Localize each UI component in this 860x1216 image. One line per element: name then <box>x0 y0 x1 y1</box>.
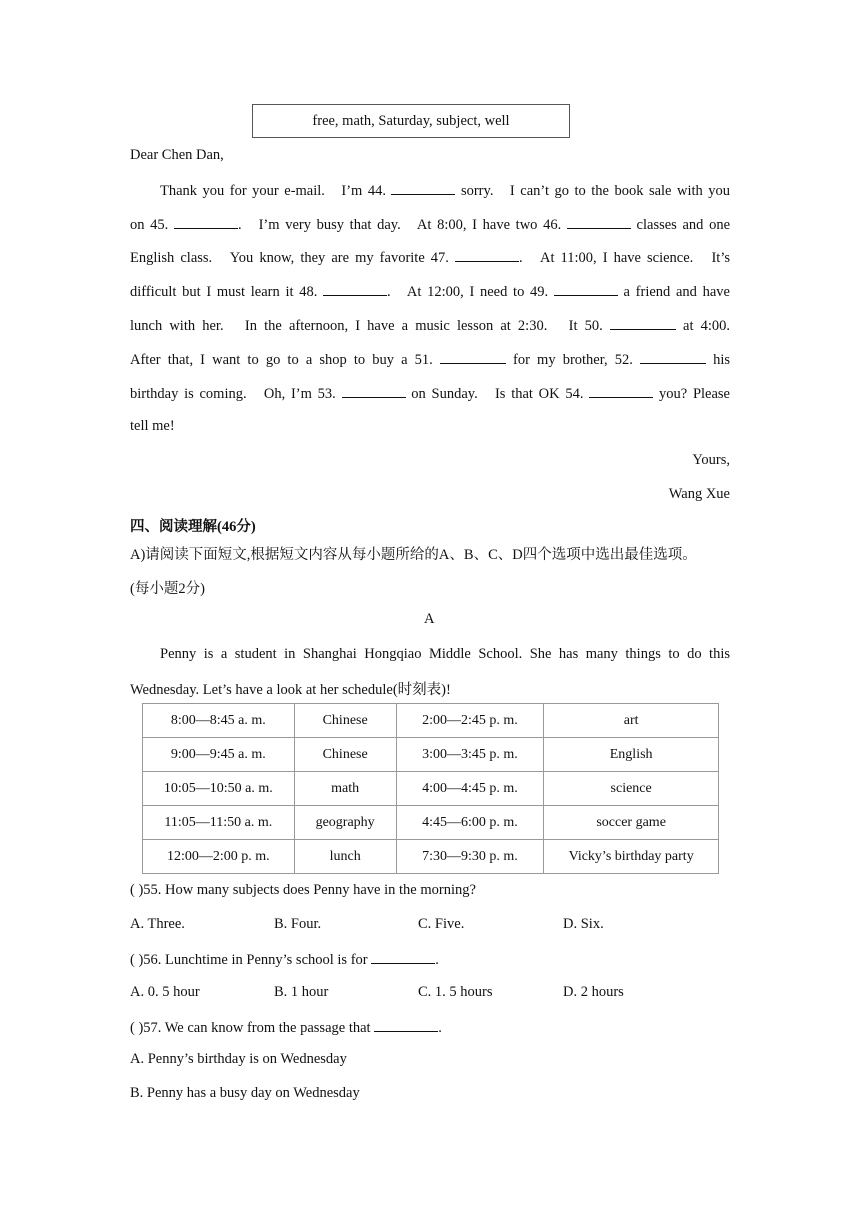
q56-option-b[interactable]: B. 1 hour <box>274 984 329 1000</box>
letter-signature: Wang Xue <box>668 486 730 502</box>
word-bank-box <box>252 104 570 138</box>
schedule-cell: 10:05—10:50 a. m. <box>143 772 295 806</box>
schedule-cell: math <box>294 772 396 806</box>
letter-closing: Yours, <box>692 452 730 468</box>
schedule-cell: science <box>544 772 719 806</box>
schedule-cell: 12:00—2:00 p. m. <box>143 840 295 874</box>
passage-intro-2: Wednesday. Let’s have a look at her schedule(时刻表)! <box>130 682 451 698</box>
q55-option-b[interactable]: B. Four. <box>274 916 322 932</box>
question-56-stem: ( )56. Lunchtime in Penny’s school is for <box>130 952 368 968</box>
section-title: 四、阅读理解(46分) <box>130 519 256 535</box>
schedule-cell: 4:45—6:00 p. m. <box>396 806 544 840</box>
schedule-row <box>143 840 719 874</box>
letter-line-4: difficult but I must learn it 48. . At 12:00, I need to 49. a friend and have <box>130 284 730 300</box>
letter-line-2: on 45. . I’m very busy that day. At 8:00, I have two 46. classes and one <box>130 217 731 233</box>
q57-option-a[interactable]: A. Penny’s birthday is on Wednesday <box>130 1051 347 1067</box>
letter-line-3: English class. You know, they are my favorite 47. . At 11:00, I have science. It’s <box>130 250 730 266</box>
blank-51[interactable] <box>440 350 506 364</box>
blank-57[interactable] <box>374 1018 438 1032</box>
blank-56[interactable] <box>371 950 435 964</box>
schedule-cell: 9:00—9:45 a. m. <box>143 738 295 772</box>
question-55-stem: ( )55. How many subjects does Penny have in the morning? <box>130 882 476 898</box>
schedule-cell: 2:00—2:45 p. m. <box>396 704 544 738</box>
schedule-cell: soccer game <box>544 806 719 840</box>
schedule-row <box>143 806 719 840</box>
q56-option-c[interactable]: C. 1. 5 hours <box>418 984 493 1000</box>
schedule-cell: Vicky’s birthday party <box>544 840 719 874</box>
blank-47[interactable] <box>455 248 519 262</box>
blank-46[interactable] <box>567 215 631 229</box>
question-56: ( )56. Lunchtime in Penny’s school is for . <box>130 952 439 968</box>
schedule-cell: 11:05—11:50 a. m. <box>143 806 295 840</box>
schedule-table <box>142 703 719 874</box>
question-57-stem: ( )57. We can know from the passage that <box>130 1020 371 1036</box>
q55-option-a[interactable]: A. Three. <box>130 916 185 932</box>
schedule-cell: 7:30—9:30 p. m. <box>396 840 544 874</box>
q56-option-a[interactable]: A. 0. 5 hour <box>130 984 200 1000</box>
q57-option-b[interactable]: B. Penny has a busy day on Wednesday <box>130 1085 360 1101</box>
schedule-cell: 8:00—8:45 a. m. <box>143 704 295 738</box>
q55-option-c[interactable]: C. Five. <box>418 916 465 932</box>
letter-line-7: birthday is coming. Oh, I’m 53. on Sunday. Is that OK 54. you? Please <box>130 386 730 402</box>
question-57: ( )57. We can know from the passage that . <box>130 1020 442 1036</box>
blank-44[interactable] <box>391 181 455 195</box>
letter-line-8: tell me! <box>130 418 175 434</box>
schedule-cell: Chinese <box>294 738 396 772</box>
section-instruction-2: (每小题2分) <box>130 581 205 597</box>
q56-option-d[interactable]: D. 2 hours <box>563 984 624 1000</box>
blank-49[interactable] <box>554 282 618 296</box>
letter-greeting: Dear Chen Dan, <box>130 147 224 163</box>
letter-line-1: Thank you for your e-mail. I’m 44. sorry. I can’t go to the book sale with you <box>160 183 730 199</box>
schedule-cell: lunch <box>294 840 396 874</box>
letter-line-5: lunch with her. In the afternoon, I have a music lesson at 2:30. It 50. at 4:00. <box>130 318 730 334</box>
schedule-cell: English <box>544 738 719 772</box>
schedule-row <box>143 738 719 772</box>
blank-53[interactable] <box>342 384 406 398</box>
letter-line-6: After that, I want to go to a shop to buy a 51. for my brother, 52. his <box>130 352 731 368</box>
blank-54[interactable] <box>589 384 653 398</box>
schedule-row <box>143 704 719 738</box>
section-instruction-1: A)请阅读下面短文,根据短文内容从每小题所给的A、B、C、D四个选项中选出最佳选项。 <box>130 547 697 563</box>
blank-50[interactable] <box>610 316 676 330</box>
schedule-row <box>143 772 719 806</box>
word-bank-text: free, math, Saturday, subject, well <box>312 112 510 129</box>
blank-52[interactable] <box>640 350 706 364</box>
schedule-cell: 4:00—4:45 p. m. <box>396 772 544 806</box>
blank-45[interactable] <box>174 215 238 229</box>
passage-label: A <box>424 611 435 627</box>
passage-intro-1: Penny is a student in Shanghai Hongqiao Middle School. She has many things to do this <box>160 646 730 662</box>
schedule-cell: Chinese <box>294 704 396 738</box>
blank-48[interactable] <box>323 282 387 296</box>
schedule-cell: art <box>544 704 719 738</box>
schedule-cell: 3:00—3:45 p. m. <box>396 738 544 772</box>
schedule-cell: geography <box>294 806 396 840</box>
q55-option-d[interactable]: D. Six. <box>563 916 604 932</box>
